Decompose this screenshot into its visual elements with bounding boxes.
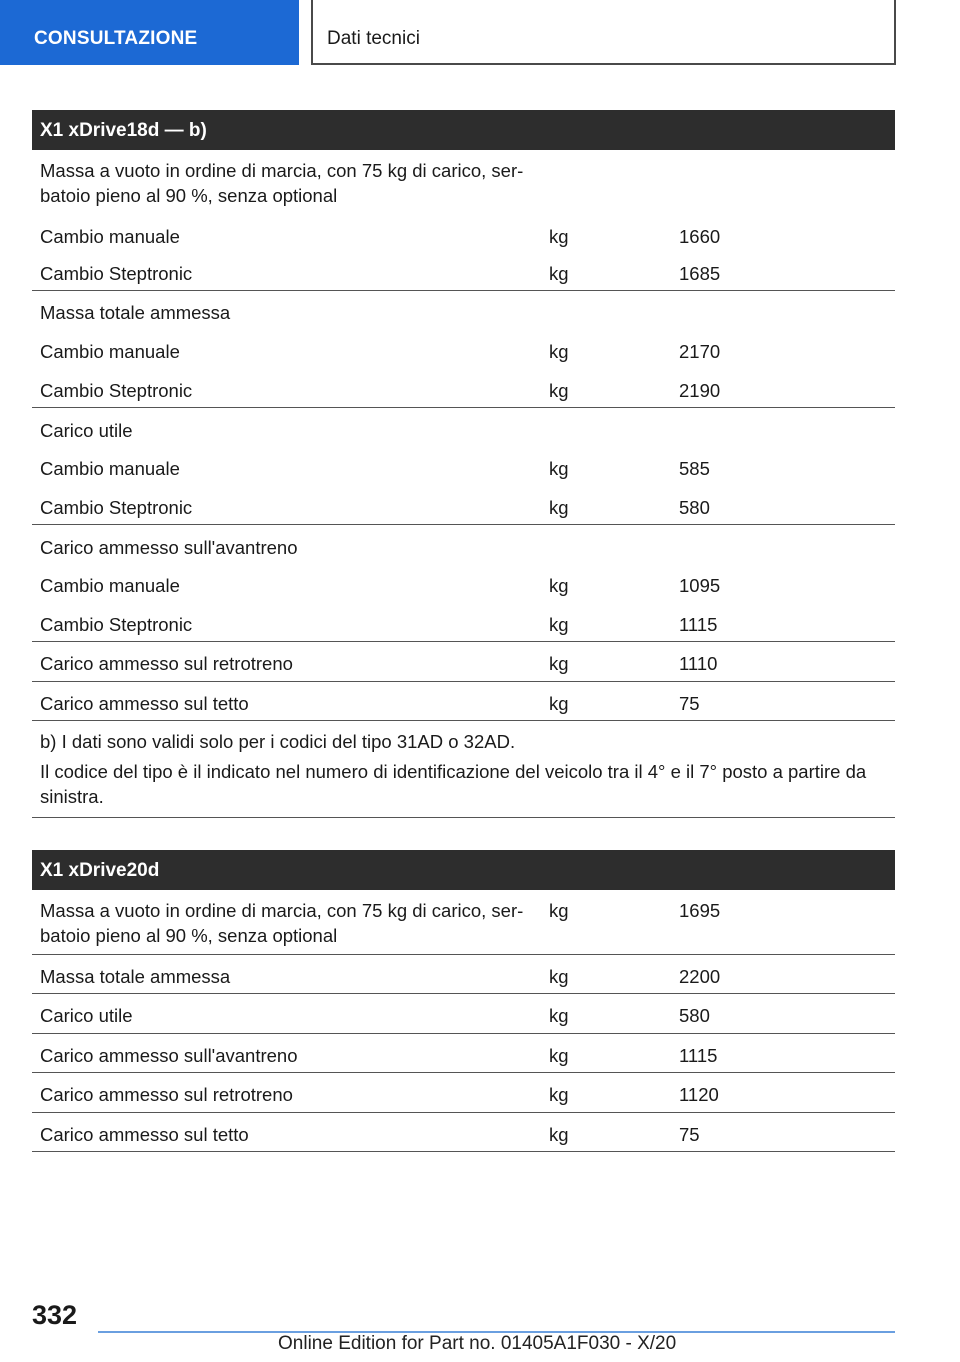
row-label: Cambio Steptronic <box>40 614 193 635</box>
row-value: 1115 <box>679 1045 718 1066</box>
row-label: Carico ammesso sul retrotreno <box>40 653 293 674</box>
section-tab[interactable]: CONSULTAZIONE <box>0 0 299 65</box>
row-label: Cambio manuale <box>40 575 180 596</box>
row-label: Cambio manuale <box>40 458 180 479</box>
table-row <box>32 251 895 291</box>
row-value: 75 <box>679 1124 700 1145</box>
row-value: 585 <box>679 458 710 479</box>
row-value: 2190 <box>679 380 721 401</box>
row-label: Carico ammesso sull'avantreno <box>40 1045 298 1066</box>
row-value: 2200 <box>679 966 721 987</box>
group-label: Carico ammesso sull'avantreno <box>40 537 298 558</box>
row-unit: kg <box>549 966 569 987</box>
row-value: 1095 <box>679 575 721 596</box>
group-label: Carico utile <box>40 420 133 441</box>
table-row <box>32 564 895 603</box>
table-title: X1 xDrive20d <box>32 850 895 890</box>
row-value: 580 <box>679 1005 710 1026</box>
row-value: 2170 <box>679 341 721 362</box>
row-label: Cambio Steptronic <box>40 380 193 401</box>
row-unit: kg <box>549 1084 569 1105</box>
row-label: Carico ammesso sul tetto <box>40 1124 249 1145</box>
row-label: Cambio Steptronic <box>40 497 193 518</box>
row-unit: kg <box>549 263 569 284</box>
row-unit: kg <box>549 341 569 362</box>
row-unit: kg <box>549 226 569 247</box>
row-label: Massa a vuoto in ordine di marcia, con 75 kg di carico, ser- batoio pieno al 90 %, senza optional <box>40 900 524 946</box>
row-unit: kg <box>549 497 569 518</box>
table-row <box>32 682 895 721</box>
row-label: Massa totale ammessa <box>40 966 231 987</box>
row-unit: kg <box>549 614 569 635</box>
table-row <box>32 603 895 642</box>
table-title: X1 xDrive18d — b) <box>32 110 895 150</box>
row-label: Cambio manuale <box>40 341 180 362</box>
footnote-type-code: Il codice del tipo è il indicato nel numero di identificazione del veicolo tra il 4° e il 7° posto a partire da sinistra. <box>40 761 867 807</box>
row-value: 1695 <box>679 900 721 921</box>
table-row <box>32 994 895 1034</box>
row-unit: kg <box>549 575 569 596</box>
footnote-b: b) I dati sono validi solo per i codici del tipo 31AD o 32AD. <box>40 731 516 752</box>
row-value: 75 <box>679 693 700 714</box>
table-row <box>32 408 895 447</box>
spec-table-xdrive20d <box>32 850 895 1152</box>
row-value: 1115 <box>679 614 718 635</box>
row-value: 1120 <box>679 1084 719 1105</box>
table-row <box>32 890 895 955</box>
footer-edition: Online Edition for Part no. 01405A1F030 - X/20 <box>278 1333 677 1354</box>
table-row <box>32 150 895 213</box>
table-row <box>32 369 895 408</box>
row-value: 1660 <box>679 226 721 247</box>
table-row <box>32 955 895 994</box>
page-number: 332 <box>32 1300 78 1330</box>
table-row <box>32 642 895 682</box>
table-row <box>32 486 895 525</box>
row-unit: kg <box>549 1124 569 1145</box>
spec-table-xdrive18d <box>32 110 895 818</box>
group-label: Massa totale ammessa <box>40 302 231 323</box>
row-label: Carico ammesso sul retrotreno <box>40 1084 293 1105</box>
row-unit: kg <box>549 900 569 921</box>
row-value: 580 <box>679 497 710 518</box>
table-row <box>32 447 895 486</box>
row-unit: kg <box>549 1005 569 1026</box>
row-label: Cambio manuale <box>40 226 180 247</box>
table-row <box>32 1034 895 1073</box>
row-unit: kg <box>549 458 569 479</box>
row-label: Cambio Steptronic <box>40 263 193 284</box>
row-unit: kg <box>549 653 569 674</box>
table-row <box>32 213 895 251</box>
table-row <box>32 525 895 564</box>
row-label: Carico ammesso sul tetto <box>40 693 249 714</box>
table-row <box>32 1113 895 1152</box>
table-row <box>32 291 895 330</box>
row-unit: kg <box>549 693 569 714</box>
table-footnote <box>32 721 895 818</box>
row-unit: kg <box>549 1045 569 1066</box>
row-value: 1685 <box>679 263 721 284</box>
row-label: Carico utile <box>40 1005 133 1026</box>
row-value: 1110 <box>679 653 718 674</box>
table-row <box>32 330 895 369</box>
row-label: Massa a vuoto in ordine di marcia, con 75 kg di carico, ser- batoio pieno al 90 %, senza optional <box>40 160 524 206</box>
page-title: Dati tecnici <box>311 0 896 65</box>
row-unit: kg <box>549 380 569 401</box>
table-row <box>32 1073 895 1113</box>
